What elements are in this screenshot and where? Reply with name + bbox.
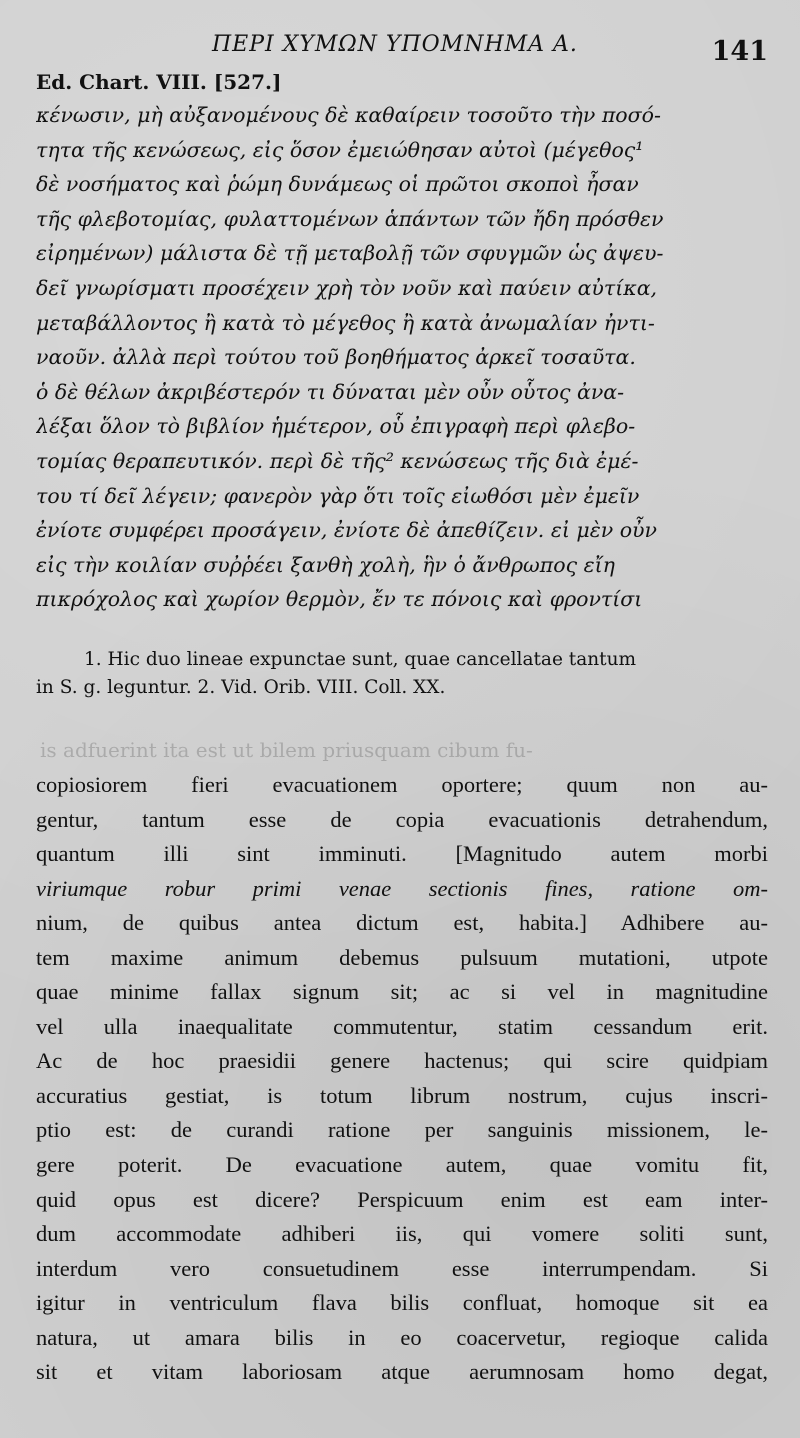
latin-text-line: gere poterit. De evacuatione autem, quae vomitu fit,	[36, 1152, 768, 1178]
page-number: 141	[711, 36, 768, 67]
greek-text-line: ναοῦν. ἀλλὰ περὶ τούτου τοῦ βοηθήματος ἀρκεῖ τοσαῦτα.	[36, 345, 636, 370]
latin-text-line: nium, de quibus antea dictum est, habita.] Adhibere au-	[36, 910, 768, 936]
greek-text-line: ἐνίοτε συμφέρει προσάγειν, ἐνίοτε δὲ ἀπεθίζειν. εἰ μὲν οὖν	[36, 518, 657, 543]
latin-text-line: quid opus est dicere? Perspicuum enim est eam inter-	[36, 1186, 768, 1212]
latin-text-line: sit et vitam laboriosam atque aerumnosam homo degat,	[36, 1359, 768, 1385]
greek-text-line: εἰρημένων) μάλιστα δὲ τῇ μεταβολῇ τῶν σφυγμῶν ὡς ἀψευ-	[36, 241, 664, 266]
greek-text-line: του τί δεῖ λέγειν; φανερὸν γὰρ ὅτι τοῖς εἰωθόσι μὲν ἐμεῖν	[36, 483, 640, 508]
edition-reference: Ed. Chart. VIII. [527.]	[36, 70, 282, 94]
latin-text-line: Ac de hoc praesidii genere hactenus; qui scire quidpiam	[36, 1048, 768, 1074]
bleed-through-text: is adfuerint ita est ut bilem priusquam cibum fu-	[40, 738, 533, 762]
latin-text-line: vel ulla inaequalitate commutentur, statim cessandum erit.	[36, 1013, 768, 1039]
page-header	[0, 32, 800, 72]
greek-text-line: εἰς τὴν κοιλίαν συῤῥέει ξανθὴ χολὴ, ἣν ὁ ἄνθρωπος εἴη	[36, 552, 615, 577]
greek-text-line: λέξαι ὅλον τὸ βιβλίον ἡμέτερον, οὗ ἐπιγραφὴ περὶ φλεβο-	[36, 414, 636, 439]
greek-text-line: μεταβάλλοντος ἢ κατὰ τὸ μέγεθος ἢ κατὰ ἀνωμαλίαν ἠντι-	[36, 310, 655, 335]
greek-text-line: πικρόχολος καὶ χωρίον θερμὸν, ἔν τε πόνοις καὶ φροντίσι	[36, 587, 643, 612]
greek-text-block	[36, 98, 766, 617]
greek-text-line: ὁ δὲ θέλων ἀκριβέστερόν τι δύναται μὲν οὖν οὗτος ἀνα-	[36, 379, 625, 404]
running-title: ΠΕΡΙ ΧΥΜΩΝ ΥΠΟΜΝΗΜΑ Α.	[212, 32, 578, 57]
latin-text-line: tem maxime animum debemus pulsuum mutationi, utpote	[36, 944, 768, 970]
footnotes	[36, 646, 766, 702]
greek-text-line: δὲ νοσήματος καὶ ῥώμη δυνάμεως οἱ πρῶτοι σκοποὶ ἦσαν	[36, 172, 639, 197]
footnote-line: 1. Hic duo lineae expunctae sunt, quae cancellatae tantum	[84, 649, 637, 670]
greek-text-line: κένωσιν, μὴ αὐξανομένους δὲ καθαίρειν τοσοῦτο τὴν ποσό-	[36, 103, 661, 127]
latin-text-line: quantum illi sint imminuti. [Magnitudo autem morbi	[36, 841, 768, 867]
latin-text-line: dum accommodate adhiberi iis, qui vomere soliti sunt,	[36, 1221, 768, 1247]
latin-text-line: copiosiorem fieri evacuationem oportere; quum non au-	[36, 772, 768, 797]
latin-text-line: natura, ut amara bilis in eo coacervetur, regioque calida	[36, 1324, 768, 1350]
latin-text-block	[36, 768, 768, 1390]
greek-text-line: τομίας θεραπευτικόν. περὶ δὲ τῆς² κενώσεως τῆς διὰ ἐμέ-	[36, 448, 639, 473]
latin-text-line: interdum vero consuetudinem esse interrumpendam. Si	[36, 1255, 768, 1281]
latin-text-line: igitur in ventriculum flava bilis confluat, homoque sit ea	[36, 1290, 768, 1316]
latin-text-line: gentur, tantum esse de copia evacuationis detrahendum,	[36, 806, 768, 832]
footnote-line: in S. g. leguntur. 2. Vid. Orib. VIII. Coll. XX.	[36, 677, 446, 698]
latin-text-line: accuratius gestiat, is totum librum nostrum, cujus inscri-	[36, 1082, 768, 1108]
greek-text-line: δεῖ γνωρίσματι προσέχειν χρὴ τὸν νοῦν καὶ παύειν αὐτίκα,	[36, 275, 658, 300]
greek-text-line: τῆς φλεβοτομίας, φυλαττομένων ἁπάντων τῶν ἤδη πρόσθεν	[36, 206, 664, 231]
latin-text-line: ptio est: de curandi ratione per sanguinis missionem, le-	[36, 1117, 768, 1143]
greek-text-line: τητα τῆς κενώσεως, εἰς ὅσον ἐμειώθησαν αὐτοὶ (μέγεθος¹	[36, 137, 644, 162]
latin-text-line: quae minime fallax signum sit; ac si vel in magnitudine	[36, 979, 768, 1005]
latin-text-line: viriumque robur primi venae sectionis fines, ratione om-	[36, 875, 768, 901]
